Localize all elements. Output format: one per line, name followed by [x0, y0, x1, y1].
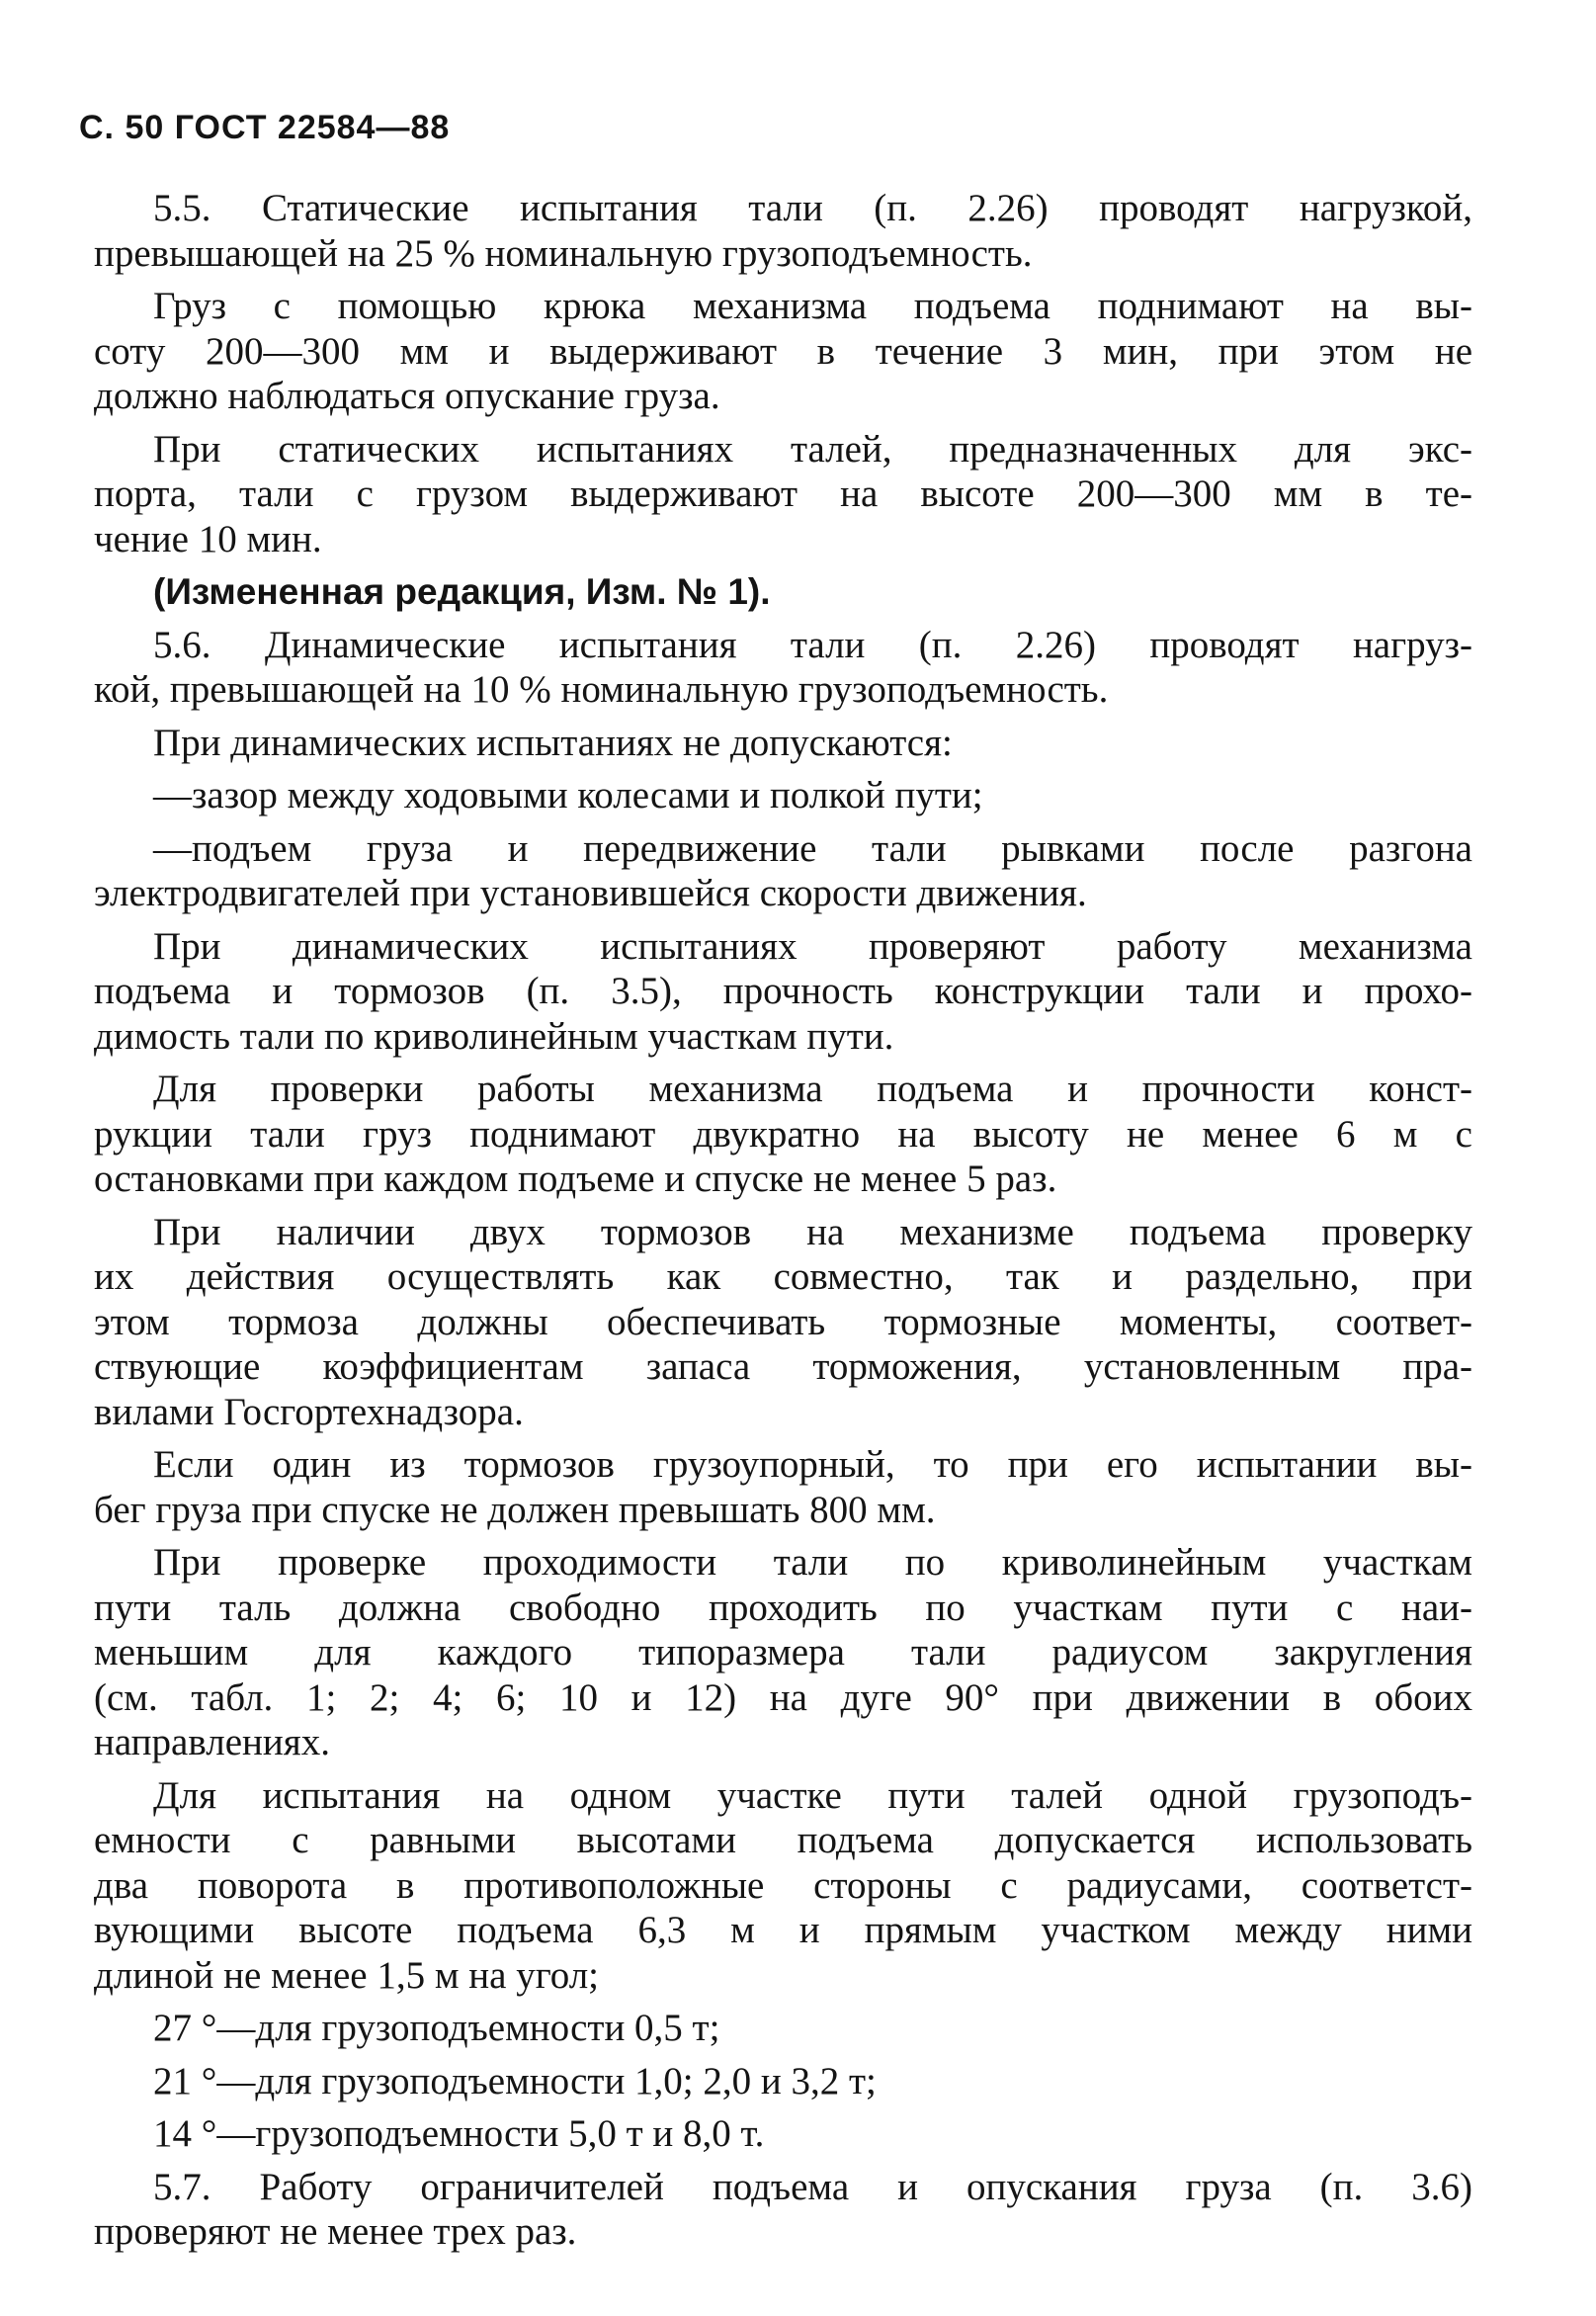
text-line: При статических испытаниях талей, предназначенных для экс-: [153, 427, 1472, 471]
paragraph: [94, 721, 1472, 766]
text-line: емности с равными высотами подъема допускается использовать: [94, 1819, 1472, 1861]
text-line: 5.5. Статические испытания тали (п. 2.26) проводят нагрузкой,: [153, 187, 1472, 229]
paragraph: [94, 924, 1472, 1060]
document-body: [94, 186, 1472, 2263]
text-line: порта, тали с грузом выдерживают на высоте 200—300 мм в те-: [94, 472, 1472, 515]
text-line: Для испытания на одном участке пути талей одной грузоподъ-: [153, 1773, 1472, 1817]
text-line: проверяют не менее трех раз.: [94, 2210, 577, 2253]
list-item: [94, 773, 1472, 818]
text-line: меньшим для каждого типоразмера тали радиусом закругления: [94, 1631, 1472, 1673]
text-line: 14 °—грузоподъемности 5,0 т и 8,0 т.: [153, 2112, 765, 2155]
text-line: длиной не менее 1,5 м на угол;: [94, 1953, 599, 1997]
paragraph: [94, 1773, 1472, 1999]
list-item: [94, 2059, 1472, 2104]
list-item: [94, 2111, 1472, 2157]
text-line: Груз с помощью крюка механизма подъема поднимают на вы-: [153, 285, 1472, 327]
paragraph: [94, 1210, 1472, 1435]
paragraph: [94, 284, 1472, 419]
text-line: этом тормоза должны обеспечивать тормозные моменты, соответ-: [94, 1300, 1472, 1343]
text-line: кой, превышающей на 10 % номинальную грузоподъемность.: [94, 668, 1109, 711]
text-line: два поворота в противоположные стороны с радиусами, соответст-: [94, 1863, 1472, 1907]
text-line: 5.6. Динамические испытания тали (п. 2.26) проводят нагруз-: [153, 623, 1472, 666]
text-line: подъема и тормозов (п. 3.5), прочность конструкции тали и прохо-: [94, 970, 1472, 1012]
text-line: чение 10 мин.: [94, 517, 322, 560]
text-line: Если один из тормозов грузоупорный, то при его испытании вы-: [153, 1443, 1472, 1486]
text-line: При проверке проходимости тали по криволинейным участкам: [153, 1541, 1472, 1584]
text-line: электродвигателей при установившейся скорости движения.: [94, 872, 1087, 914]
text-line: —подъем груза и передвижение тали рывками после разгона: [153, 826, 1472, 870]
text-line: димость тали по криволинейным участкам пути.: [94, 1014, 894, 1058]
paragraph: [94, 1442, 1472, 1532]
text-line: (Измененная редакция, Изм. № 1).: [153, 571, 771, 612]
text-line: соту 200—300 мм и выдерживают в течение 3 мин, при этом не: [94, 329, 1472, 373]
list-item: [94, 826, 1472, 916]
paragraph: [94, 1540, 1472, 1765]
text-line: превышающей на 25 % номинальную грузоподъемность.: [94, 231, 1033, 275]
text-line: рукции тали груз поднимают двукратно на высоту не менее 6 м с: [94, 1112, 1472, 1156]
text-line: 21 °—для грузоподъемности 1,0; 2,0 и 3,2 т;: [153, 2059, 877, 2102]
page-header: С. 50 ГОСТ 22584—88: [79, 109, 451, 146]
text-line: бег груза при спуске не должен превышать 800 мм.: [94, 1488, 936, 1531]
text-line: пути таль должна свободно проходить по участкам пути с наи-: [94, 1586, 1472, 1629]
amendment-note: [94, 569, 1472, 615]
paragraph: [94, 2165, 1472, 2255]
paragraph: [94, 186, 1472, 276]
text-line: должно наблюдаться опускание груза.: [94, 375, 720, 417]
text-line: вилами Госгортехнадзора.: [94, 1390, 524, 1433]
text-line: ствующие коэффициентам запаса торможения, установленным пра-: [94, 1345, 1472, 1388]
paragraph: [94, 427, 1472, 562]
text-line: При динамических испытаниях проверяют работу механизма: [153, 924, 1472, 968]
paragraph: [94, 623, 1472, 713]
text-line: Для проверки работы механизма подъема и прочности конст-: [153, 1068, 1472, 1110]
text-line: направлениях.: [94, 1721, 330, 1763]
text-line: При наличии двух тормозов на механизме подъема проверку: [153, 1210, 1472, 1253]
text-line: 27 °—для грузоподъемности 0,5 т;: [153, 2007, 720, 2049]
text-line: вующими высоте подъема 6,3 м и прямым участком между ними: [94, 1909, 1472, 1951]
text-line: (см. табл. 1; 2; 4; 6; 10 и 12) на дуге 90° при движении в обоих: [94, 1675, 1472, 1719]
list-item: [94, 2006, 1472, 2051]
text-line: остановками при каждом подъеме и спуске не менее 5 раз.: [94, 1158, 1057, 1200]
text-line: их действия осуществлять как совместно, так и раздельно, при: [94, 1255, 1472, 1298]
text-line: 5.7. Работу ограничителей подъема и опускания груза (п. 3.6): [153, 2165, 1472, 2208]
text-line: —зазор между ходовыми колесами и полкой пути;: [153, 774, 983, 816]
text-line: При динамических испытаниях не допускаются:: [153, 721, 953, 764]
paragraph: [94, 1067, 1472, 1202]
